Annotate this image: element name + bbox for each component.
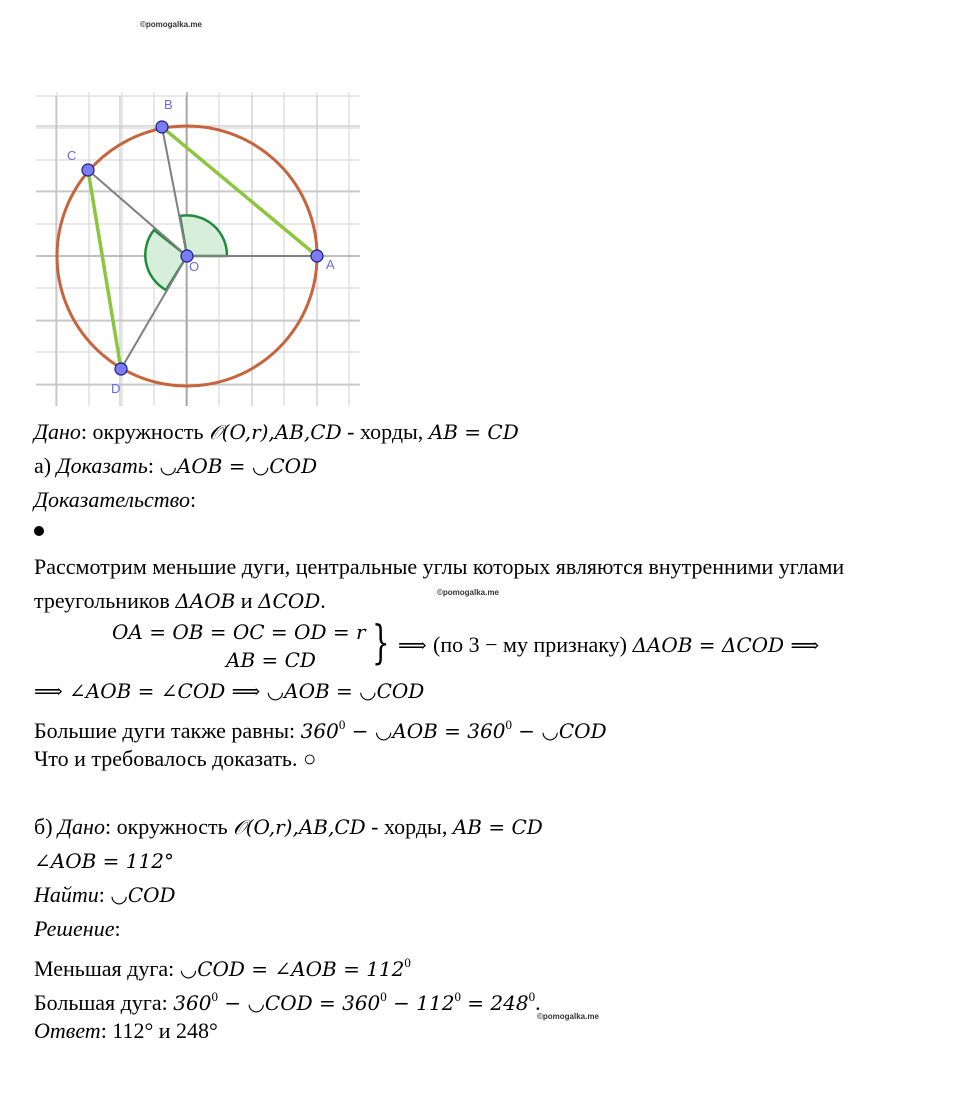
find-b: Найти: ◡COD <box>34 882 176 907</box>
label-o: O <box>189 259 200 274</box>
point-c <box>82 164 94 176</box>
answer-line: Ответ: 112° и 248° <box>34 1018 218 1043</box>
watermark: ©pomogalka.me <box>140 20 202 29</box>
system-row-1: OA = OB = OC = OD = r <box>112 620 366 644</box>
label-d: D <box>111 381 121 396</box>
larger-arc-line: Большая дуга: $360^0$ − ◡COD = $360^0 - 112^0 = 248^0$. <box>34 989 541 1015</box>
chord-cd <box>88 170 121 369</box>
point-d <box>115 363 127 375</box>
conclusion-line: ⟹ ∠AOB = ∠COD ⟹ ◡AOB = ◡COD <box>34 679 425 703</box>
label-c: C <box>67 148 77 163</box>
bullet-dot <box>34 526 44 536</box>
smaller-arc-line: Меньшая дуга: ◡COD = ∠AOB = $112^0$ <box>34 955 411 981</box>
equation-system <box>110 620 380 676</box>
point-b <box>156 121 168 133</box>
label-a: A <box>326 257 335 272</box>
system-row-2: AB = CD <box>226 648 316 672</box>
solution-heading: Решение: <box>34 916 121 941</box>
consider-line-1: Рассмотрим меньшие дуги, центральные углы которых являются внутренними углами <box>34 554 845 579</box>
prove-a: а) Доказать: ◡AOB = ◡COD <box>34 453 318 478</box>
point-a <box>311 250 323 262</box>
qed-line: Что и требовалось доказать. ○ <box>34 746 317 771</box>
system-conclusion: ⟹ (по 3 − му признаку) ΔAOB = ΔCOD ⟹ <box>398 632 820 657</box>
watermark: ©pomogalka.me <box>537 1012 599 1021</box>
geometry-figure <box>36 88 360 406</box>
given-b: б) Дано: окружность 𝒪(O,r),AB,CD - хорды, AB = CD <box>34 814 543 839</box>
label-b: B <box>164 97 173 112</box>
consider-line-2: треугольников ΔAOB и ΔCOD. <box>34 588 326 613</box>
watermark: ©pomogalka.me <box>437 588 499 597</box>
proof-heading: Доказательство: <box>34 487 197 512</box>
system-brace: } <box>372 615 390 669</box>
given-a: Дано: окружность 𝒪(O,r),AB,CD - хорды, AB = CD <box>34 419 519 444</box>
bigger-arcs-line: Большие дуги также равны: $360^0$ − ◡AOB = $360^0$ − ◡COD <box>34 717 607 743</box>
angle-given-b: ∠AOB = 112° <box>34 849 174 873</box>
